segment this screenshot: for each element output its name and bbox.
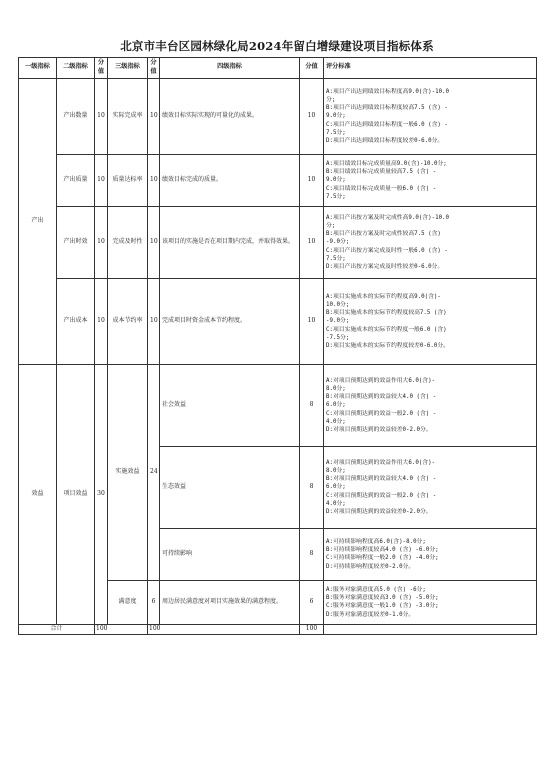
level3-cell: 实际完成率 — [108, 78, 148, 154]
level2-cell: 项目效益 — [57, 364, 95, 624]
level4-cell: 周边居民满意度对项目实施效果的满意程度。 — [160, 580, 300, 624]
criteria-cell: A:项目产出按方案及时完成性高9.0(含)-10.0 分; B:项目产出按方案及时完成性较高7.5 (含) -9.0分; C:项目产出按方案完成及时性一般6.0 (含) - 7.5分; D:项目产出按方案完成及时性较差0-6.0分。 — [324, 206, 537, 278]
header-level1: 一级指标 — [19, 58, 57, 79]
header-level2: 二级指标 — [57, 58, 95, 79]
table-row — [19, 154, 537, 206]
level4-cell: 完成项目时资金成本节约程度。 — [160, 278, 300, 364]
total-row — [19, 624, 537, 634]
score-cell: 8 — [300, 446, 324, 528]
score-cell: 10 — [148, 206, 160, 278]
total-score-a: 100 — [95, 624, 148, 634]
score-cell: 10 — [95, 154, 108, 206]
level2-cell: 产出数量 — [57, 78, 95, 154]
score-cell: 24 — [148, 364, 160, 580]
score-cell: 10 — [300, 78, 324, 154]
indicator-table — [18, 57, 537, 635]
header-score-a: 分值 — [95, 58, 108, 79]
total-score-c: 100 — [300, 624, 324, 634]
total-label: 合计 — [19, 624, 95, 634]
level3-cell: 成本节约率 — [108, 278, 148, 364]
total-criteria-empty — [324, 624, 537, 634]
level2-cell: 产出成本 — [57, 278, 95, 364]
score-cell: 10 — [148, 78, 160, 154]
header-criteria: 评分标准 — [324, 58, 537, 79]
header-level3: 三级指标 — [108, 58, 148, 79]
level3-cell: 满意度 — [108, 580, 148, 624]
total-score-b: 100 — [148, 624, 300, 634]
table-row — [19, 278, 537, 364]
criteria-cell: A:项目产出达到绩效目标程度高9.0(含)-10.0 分; B:项目产出达到绩效目标程度较高7.5 (含) - 9.0分; C:项目产出达到绩效目标程度一般6.0 (含) - 7.5分; D:项目产出达到绩效目标程度较差0-6.0分。 — [324, 78, 537, 154]
level4-cell: 绩效目标实际实现的可量化的成果。 — [160, 78, 300, 154]
level3-cell: 质量达标率 — [108, 154, 148, 206]
header-score-c: 分值 — [300, 58, 324, 79]
score-cell: 10 — [300, 154, 324, 206]
score-cell: 10 — [300, 278, 324, 364]
header-row — [19, 58, 537, 79]
score-cell: 10 — [148, 278, 160, 364]
table-row — [19, 206, 537, 278]
criteria-cell: A:服务对象满意度高5.0 (含) -6分; B:服务对象满意度较高3.0 (含) -5.0分; C:服务对象满意度一般1.0 (含) -3.0分; D:服务对象满意度较差0-1.0分。 — [324, 580, 537, 624]
header-level4: 四级指标 — [160, 58, 300, 79]
level4-cell: 该项目的实施是否在项目期内完成，并取得效果。 — [160, 206, 300, 278]
criteria-cell: A:对项目预期达到的效益作用大6.0(含)- 8.0分; B:对项目预期达到的效益较大4.0 (含) - 6.0分; C:对项目预期达到的效益一般2.0 (含) - 4.0分; D:对项目预期达到的效益较差0-2.0分。 — [324, 364, 537, 446]
level4-cell: 可持续影响 — [160, 528, 300, 580]
criteria-cell: A:可持续影响程度高6.0(含)-8.0分; B:可持续影响程度较高4.0 (含) -6.0分; C:可持续影响程度一般2.0 (含) -4.0分; D:可持续影响程度较差0-2.0分。 — [324, 528, 537, 580]
score-cell: 6 — [148, 580, 160, 624]
score-cell: 10 — [300, 206, 324, 278]
score-cell: 10 — [148, 154, 160, 206]
criteria-cell: A:项目实施成本的实际节约程度高9.0(含)- 10.0分; B:项目实施成本的实际节约程度较高7.5 (含) -9.0分; C:项目实施成本的实际节约程度一般6.0 (含) -7.5分; D:项目实施成本的实际节约程度较差0-6.0分。 — [324, 278, 537, 364]
score-cell: 30 — [95, 364, 108, 624]
score-cell: 10 — [95, 278, 108, 364]
level3-cell: 完成及时性 — [108, 206, 148, 278]
score-cell: 8 — [300, 528, 324, 580]
level4-cell: 生态效益 — [160, 446, 300, 528]
page-title: 北京市丰台区园林绿化局2024年留白增绿建设项目指标体系 — [120, 39, 434, 53]
criteria-cell: A:项目绩效目标完成质量高9.0(含)-10.0分; B:项目绩效目标完成质量较高7.5 (含) - 9.0分; C:项目绩效目标完成质量一般6.0 (含) - 7.5分; — [324, 154, 537, 206]
score-cell: 10 — [95, 206, 108, 278]
level4-cell: 绩效目标完成的质量。 — [160, 154, 300, 206]
table-row — [19, 78, 537, 154]
level3-cell: 实施效益 — [108, 364, 148, 580]
level4-cell: 社会效益 — [160, 364, 300, 446]
group-benefit: 效益 — [19, 364, 57, 624]
level2-cell: 产出质量 — [57, 154, 95, 206]
score-cell: 8 — [300, 364, 324, 446]
score-cell: 10 — [95, 78, 108, 154]
level2-cell: 产出时效 — [57, 206, 95, 278]
header-score-b: 分值 — [148, 58, 160, 79]
table-row — [19, 364, 537, 446]
criteria-cell: A:对项目预期达到的效益作用大6.0(含)- 8.0分; B:对项目预期达到的效益较大4.0 (含) - 6.0分; C:对项目预期达到的效益一般2.0 (含) - 4.0分; D:对项目预期达到的效益较差0-2.0分。 — [324, 446, 537, 528]
group-output: 产出 — [19, 78, 57, 364]
score-cell: 6 — [300, 580, 324, 624]
